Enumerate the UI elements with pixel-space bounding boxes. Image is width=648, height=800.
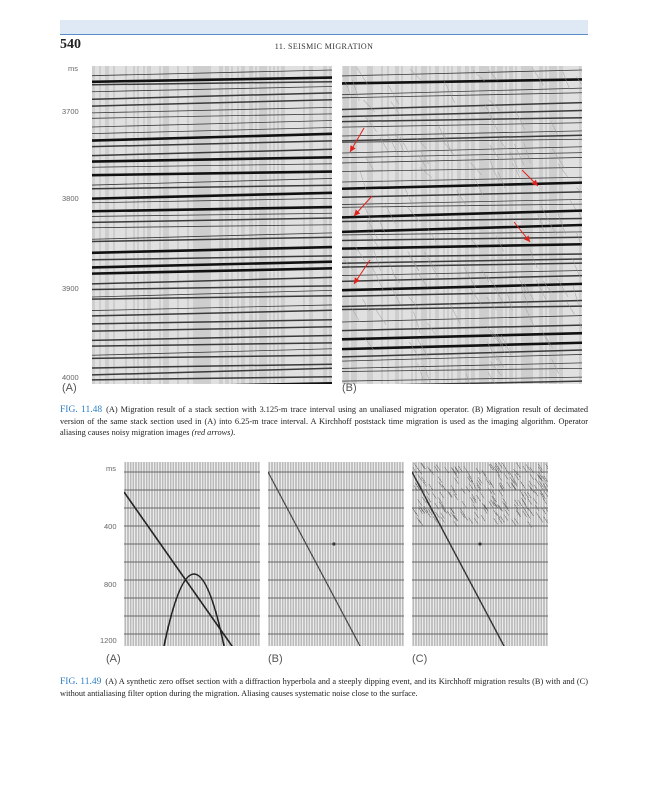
fig49-panel-label-c: (C) <box>412 653 428 665</box>
fig49-caption-text: (A) A synthetic zero offset section with a diffraction hyperbola and a steeply dipping event, and its Kirchhoff migration results (B) with and (C) without antialiasing filter option during the migration. Aliasing causes systematic noise close to the surface. <box>60 677 588 698</box>
fig49-caption-label: FIG. 11.49 <box>60 677 102 687</box>
fig48-y-unit: ms <box>68 64 78 73</box>
fig49-y-tick-1200: 1200 <box>100 636 117 645</box>
fig48-caption-label: FIG. 11.48 <box>60 405 103 415</box>
page-number: 540 <box>60 37 81 52</box>
fig49-y-unit: ms <box>106 464 116 473</box>
fig49-panel-c-migrated-aliased <box>412 462 548 646</box>
fig48-panel-a-seismic <box>92 66 332 384</box>
header-rule <box>60 34 588 35</box>
fig48-y-tick-3700: 3700 <box>62 107 79 116</box>
header-band <box>60 20 588 34</box>
fig48-y-tick-4000: 4000 <box>62 373 79 382</box>
fig49-panel-b-migrated-antialias <box>268 462 404 646</box>
fig49-panel-label-b: (B) <box>268 653 283 665</box>
fig49-y-tick-400: 400 <box>104 522 117 531</box>
fig48-panel-label-a: (A) <box>62 382 77 394</box>
fig48-caption-text: (A) Migration result of a stack section with 3.125-m trace interval using an unaliased migration operator. (B) Migration result of decimated version of the same stack section used in (A) into 6.25-m trace interval. A Kirchhoff poststack time migration is used as the imaging algorithm. Operator aliasing causes noisy migration images <box>60 405 588 437</box>
fig48-panel-label-b: (B) <box>342 382 357 394</box>
fig48-panel-b-seismic <box>342 66 582 384</box>
fig49-y-tick-800: 800 <box>104 580 117 589</box>
fig48-caption-end: . <box>233 428 236 437</box>
fig48-y-tick-3900: 3900 <box>62 284 79 293</box>
fig48-caption-emphasis: (red arrows) <box>191 428 234 437</box>
fig48-caption <box>60 404 588 438</box>
running-head: 11. SEISMIC MIGRATION <box>274 42 374 51</box>
fig49-caption <box>60 676 588 699</box>
fig49-panel-label-a: (A) <box>106 653 121 665</box>
fig49-panel-a-synthetic <box>124 462 260 646</box>
fig48-y-tick-3800: 3800 <box>62 194 79 203</box>
